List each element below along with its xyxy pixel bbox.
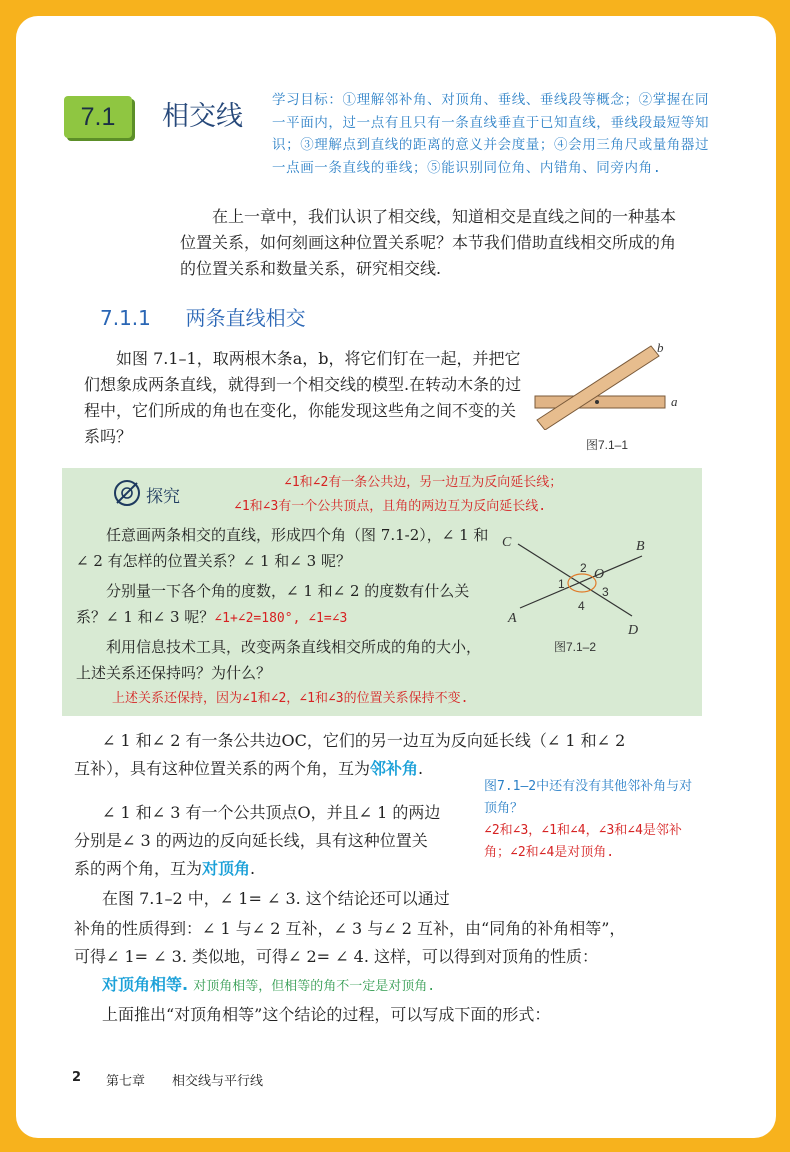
explore-note-1: ∠1和∠2有一条公共边，另一边互为反向延长线； xyxy=(284,475,563,490)
side-note-answer: ∠2和∠3，∠1和∠4，∠3和∠4是邻补角；∠2和∠4是对顶角. xyxy=(484,823,682,860)
subsection-title: 两条直线相交 xyxy=(185,306,306,330)
conclusion-line: 上面推出“对顶角相等”这个结论的过程，可以写成下面的形式： xyxy=(102,1005,551,1024)
intro-paragraph: 在上一章中，我们认识了相交线，知道相交是直线之间的一种基本位置关系，如何刻画这种位置关系呢？本节我们借助直线相交所成的角的位置关系和数量关系，研究相交线. xyxy=(180,207,677,278)
explore-icon xyxy=(112,478,142,508)
explore-question-2: 分别量一下各个角的度数，∠ 1 和∠ 2 的度数有什么关系？∠ 1 和∠ 3 呢？ xyxy=(76,582,470,626)
chapter-label: 第七章 xyxy=(106,1074,146,1089)
explore-paragraph-3: 利用信息技术工具，改变两条直线相交所成的角的大小，上述关系还保持吗？为什么？ xyxy=(76,638,482,682)
page-number: 2 xyxy=(72,1070,82,1085)
vertical-angle-line-3 xyxy=(74,856,255,882)
learning-goals-note: 学习目标：①理解邻补角、对顶角、垂线、垂线段等概念；②掌握在同一平面内，过一点有且只有一条直线垂直于已知直线，垂线段最短等知识；③理解点到直线的距离的意义并会度量；④会用三角尺或量角器过一点画一条直线的垂线；⑤能识别同位角、内错角、同旁内角. xyxy=(272,92,710,176)
term-adjacent-angle: 邻补角 xyxy=(370,759,419,778)
angle-arc xyxy=(568,574,596,592)
point-C: C xyxy=(502,535,512,550)
angle-3: 3 xyxy=(602,585,609,599)
section-number-badge: 7.1 xyxy=(64,96,132,138)
nail-point xyxy=(595,400,599,404)
wood-stick-b xyxy=(537,346,659,430)
subsection-heading xyxy=(100,302,306,331)
chapter-title: 相交线与平行线 xyxy=(172,1074,264,1089)
figure-reasoning-line-2: 补角的性质得到：∠ 1 与∠ 2 互补，∠ 3 与∠ 2 互补，由“同角的补角相等”， xyxy=(74,919,626,938)
property-note: 对顶角相等，但相等的角不一定是对顶角. xyxy=(193,979,436,994)
side-note xyxy=(484,776,694,864)
adjacent-angle-line-1: ∠ 1 和∠ 2 有一条公共边OC，它们的另一边互为反向延长线（∠ 1 和∠ 2 xyxy=(102,731,626,750)
point-B: B xyxy=(636,539,645,554)
vertical-angle-line-2: 分别是∠ 3 的两边的反向延长线，具有这种位置关 xyxy=(74,831,428,850)
figure-7-1-1-caption: 图7.1–1 xyxy=(586,438,629,452)
subsection-number: 7.1.1 xyxy=(100,306,151,330)
section-title: 相交线 xyxy=(162,101,243,132)
explore-answer-2: 上述关系还保持，因为∠1和∠2，∠1和∠3的位置关系保持不变. xyxy=(112,691,469,706)
subsection-paragraph: 如图 7.1–1，取两根木条a，b，将它们钉在一起，并把它们想象成两条直线，就得到一个相交线的模型.在转动木条的过程中，它们所成的角也在变化，你能发现这些角之间不变的关系吗？ xyxy=(84,349,522,446)
figure-7-1-1 xyxy=(531,340,681,430)
explore-paragraph-2 xyxy=(76,578,492,632)
vertical-angle-line-1: ∠ 1 和∠ 3 有一个公共顶点O，并且∠ 1 的两边 xyxy=(102,803,441,822)
side-note-question: 图7.1–2中还有没有其他邻补角与对顶角？ xyxy=(484,779,693,816)
vertical-period: . xyxy=(250,859,256,878)
explore-answer-1: ∠1+∠2=180°, ∠1=∠3 xyxy=(214,611,348,626)
term-vertical-angle: 对顶角 xyxy=(202,859,251,878)
angle-1: 1 xyxy=(558,577,565,591)
point-O: O xyxy=(594,567,605,582)
explore-label: 探究 xyxy=(146,487,180,507)
textbook-page xyxy=(16,16,776,1138)
explore-paragraph-1: 任意画两条相交的直线，形成四个角（图 7.1-2），∠ 1 和∠ 2 有怎样的位置关系？∠ 1 和∠ 3 呢？ xyxy=(76,526,489,570)
label-b: b xyxy=(657,340,664,355)
point-A: A xyxy=(508,611,517,626)
figure-reasoning-line-3: 可得∠ 1= ∠ 3. 类似地，可得∠ 2= ∠ 4. 这样，可以得到对顶角的性质： xyxy=(74,947,599,966)
angle-2: 2 xyxy=(580,561,587,575)
figure-7-1-2-caption: 图7.1–2 xyxy=(554,640,597,654)
adjacent-angle-text: 互补），具有这种位置关系的两个角，互为 xyxy=(74,759,371,778)
point-D: D xyxy=(628,623,639,636)
adjacent-period: . xyxy=(418,759,424,778)
line-CD xyxy=(518,544,632,616)
property-line xyxy=(102,972,435,1000)
label-a: a xyxy=(671,394,678,409)
explore-note-2: ∠1和∠3有一个公共顶点，且角的两边互为反向延长线. xyxy=(234,499,547,514)
vertical-angle-text: 系的两个角，互为 xyxy=(74,859,203,878)
property-statement: 对顶角相等. xyxy=(102,975,189,994)
figure-7-1-2 xyxy=(500,526,660,636)
angle-4: 4 xyxy=(578,599,585,613)
figure-reasoning-line-1: 在图 7.1–2 中，∠ 1= ∠ 3. 这个结论还可以通过 xyxy=(102,889,450,908)
adjacent-angle-line-2 xyxy=(74,756,423,782)
wood-stick-a xyxy=(535,396,665,408)
